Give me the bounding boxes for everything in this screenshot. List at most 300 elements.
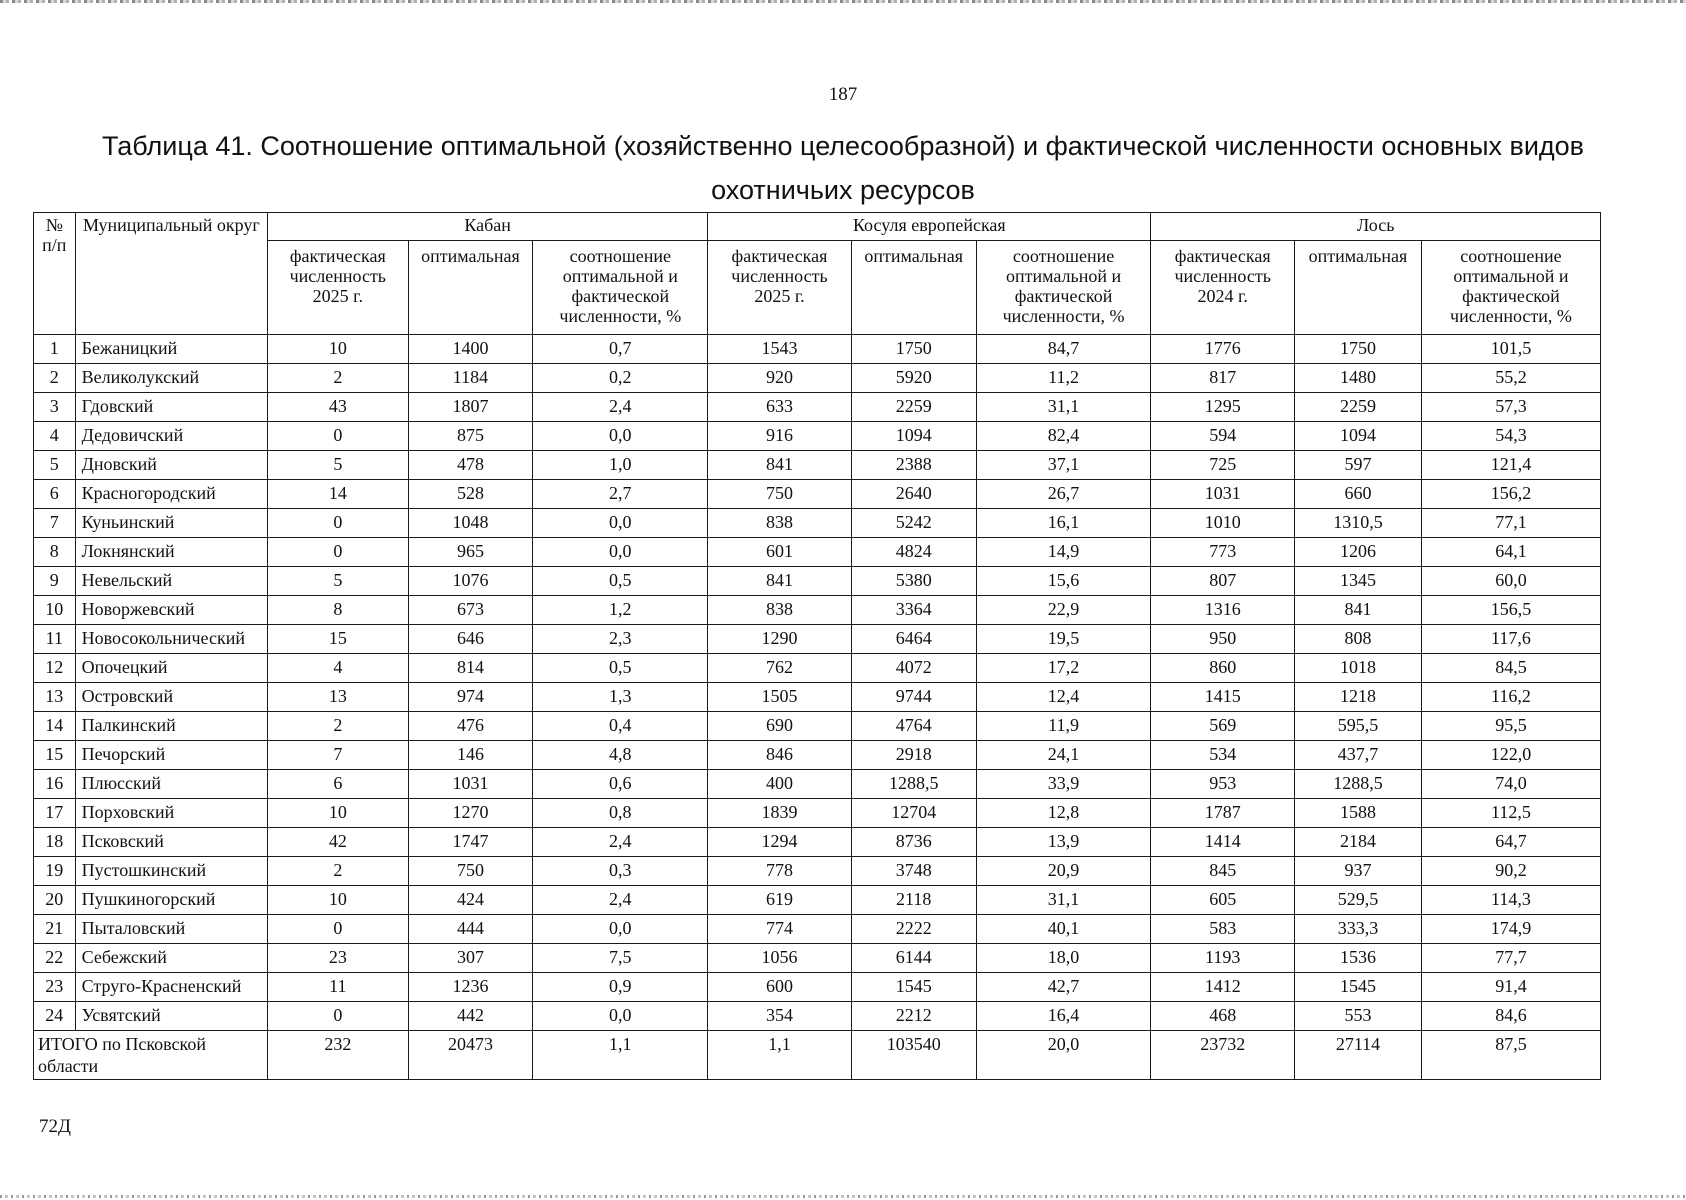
cell-roe-deer-ratio: 82,4 — [976, 422, 1151, 451]
column-header-number: № п/п — [34, 213, 76, 335]
table-row — [34, 857, 1601, 886]
total-roe-deer-actual: 1,1 — [708, 1031, 852, 1080]
cell-boar-actual: 0 — [268, 422, 408, 451]
total-boar-ratio: 1,1 — [533, 1031, 708, 1080]
cell-boar-actual: 6 — [268, 770, 408, 799]
cell-boar-ratio: 0,8 — [533, 799, 708, 828]
cell-boar-ratio: 7,5 — [533, 944, 708, 973]
cell-roe-deer-ratio: 20,9 — [976, 857, 1151, 886]
cell-elk-ratio: 116,2 — [1421, 683, 1600, 712]
cell-number: 23 — [34, 973, 76, 1002]
cell-elk-ratio: 57,3 — [1421, 393, 1600, 422]
cell-elk-ratio: 121,4 — [1421, 451, 1600, 480]
cell-name: Новоржевский — [75, 596, 267, 625]
cell-elk-ratio: 64,1 — [1421, 538, 1600, 567]
cell-boar-optimal: 424 — [408, 886, 533, 915]
cell-boar-ratio: 2,4 — [533, 886, 708, 915]
cell-boar-ratio: 0,5 — [533, 567, 708, 596]
cell-boar-ratio: 0,7 — [533, 335, 708, 364]
cell-elk-optimal: 1536 — [1295, 944, 1422, 973]
cell-roe-deer-actual: 750 — [708, 480, 852, 509]
cell-name: Себежский — [75, 944, 267, 973]
cell-roe-deer-ratio: 31,1 — [976, 393, 1151, 422]
cell-number: 12 — [34, 654, 76, 683]
cell-boar-optimal: 875 — [408, 422, 533, 451]
cell-boar-actual: 13 — [268, 683, 408, 712]
cell-roe-deer-actual: 354 — [708, 1002, 852, 1031]
cell-roe-deer-actual: 1839 — [708, 799, 852, 828]
cell-roe-deer-ratio: 12,4 — [976, 683, 1151, 712]
cell-roe-deer-actual: 841 — [708, 567, 852, 596]
table-row — [34, 335, 1601, 364]
cell-roe-deer-optimal: 2918 — [851, 741, 976, 770]
cell-elk-actual: 953 — [1151, 770, 1295, 799]
cell-boar-optimal: 814 — [408, 654, 533, 683]
cell-roe-deer-actual: 838 — [708, 596, 852, 625]
cell-elk-actual: 860 — [1151, 654, 1295, 683]
cell-boar-ratio: 4,8 — [533, 741, 708, 770]
cell-roe-deer-actual: 920 — [708, 364, 852, 393]
cell-elk-ratio: 114,3 — [1421, 886, 1600, 915]
table-header-sub-row — [34, 241, 1601, 335]
cell-boar-actual: 4 — [268, 654, 408, 683]
cell-roe-deer-optimal: 2118 — [851, 886, 976, 915]
cell-roe-deer-ratio: 12,8 — [976, 799, 1151, 828]
cell-boar-ratio: 0,0 — [533, 538, 708, 567]
group-header-boar: Кабан — [268, 213, 708, 241]
cell-boar-optimal: 974 — [408, 683, 533, 712]
cell-roe-deer-optimal: 3364 — [851, 596, 976, 625]
cell-elk-ratio: 101,5 — [1421, 335, 1600, 364]
cell-roe-deer-ratio: 17,2 — [976, 654, 1151, 683]
cell-boar-actual: 43 — [268, 393, 408, 422]
cell-name: Усвятский — [75, 1002, 267, 1031]
table-row — [34, 683, 1601, 712]
cell-boar-ratio: 2,7 — [533, 480, 708, 509]
cell-elk-ratio: 64,7 — [1421, 828, 1600, 857]
table-row — [34, 422, 1601, 451]
cell-roe-deer-actual: 619 — [708, 886, 852, 915]
cell-boar-ratio: 0,5 — [533, 654, 708, 683]
hunting-resources-table — [33, 212, 1601, 1080]
cell-elk-optimal: 1288,5 — [1295, 770, 1422, 799]
cell-name: Пустошкинский — [75, 857, 267, 886]
cell-boar-optimal: 307 — [408, 944, 533, 973]
cell-elk-ratio: 112,5 — [1421, 799, 1600, 828]
total-elk-actual: 23732 — [1151, 1031, 1295, 1080]
cell-elk-optimal: 660 — [1295, 480, 1422, 509]
cell-roe-deer-optimal: 2259 — [851, 393, 976, 422]
cell-roe-deer-optimal: 3748 — [851, 857, 976, 886]
cell-number: 20 — [34, 886, 76, 915]
cell-roe-deer-ratio: 11,2 — [976, 364, 1151, 393]
footer-code: 72Д — [39, 1116, 71, 1137]
cell-number: 13 — [34, 683, 76, 712]
cell-elk-actual: 1414 — [1151, 828, 1295, 857]
cell-boar-ratio: 2,3 — [533, 625, 708, 654]
column-header-boar-ratio: соотношение оптимальной и фактической численности, % — [533, 241, 708, 335]
cell-roe-deer-ratio: 15,6 — [976, 567, 1151, 596]
cell-elk-optimal: 1588 — [1295, 799, 1422, 828]
cell-roe-deer-actual: 1290 — [708, 625, 852, 654]
table-body — [34, 335, 1601, 1080]
cell-roe-deer-ratio: 13,9 — [976, 828, 1151, 857]
column-header-boar-optimal: оптимальная — [408, 241, 533, 335]
table-caption-line-1: Таблица 41. Соотношение оптимальной (хозяйственно целесообразной) и фактической численности основных видов — [101, 131, 1585, 161]
cell-elk-actual: 817 — [1151, 364, 1295, 393]
table-row — [34, 451, 1601, 480]
cell-boar-ratio: 0,9 — [533, 973, 708, 1002]
cell-elk-ratio: 84,5 — [1421, 654, 1600, 683]
cell-boar-ratio: 2,4 — [533, 393, 708, 422]
cell-number: 19 — [34, 857, 76, 886]
total-roe-deer-ratio: 20,0 — [976, 1031, 1151, 1080]
cell-elk-optimal: 1750 — [1295, 335, 1422, 364]
cell-name: Пушкиногорский — [75, 886, 267, 915]
cell-number: 24 — [34, 1002, 76, 1031]
table-row — [34, 596, 1601, 625]
cell-elk-actual: 845 — [1151, 857, 1295, 886]
cell-boar-actual: 0 — [268, 509, 408, 538]
column-header-district: Муниципальный округ — [75, 213, 267, 335]
cell-boar-actual: 0 — [268, 1002, 408, 1031]
cell-elk-actual: 950 — [1151, 625, 1295, 654]
cell-name: Новосокольнический — [75, 625, 267, 654]
cell-elk-optimal: 1018 — [1295, 654, 1422, 683]
cell-roe-deer-ratio: 16,1 — [976, 509, 1151, 538]
cell-roe-deer-actual: 600 — [708, 973, 852, 1002]
total-boar-actual: 232 — [268, 1031, 408, 1080]
table-row — [34, 509, 1601, 538]
cell-roe-deer-ratio: 40,1 — [976, 915, 1151, 944]
cell-boar-optimal: 476 — [408, 712, 533, 741]
cell-roe-deer-actual: 1505 — [708, 683, 852, 712]
cell-number: 18 — [34, 828, 76, 857]
cell-roe-deer-actual: 690 — [708, 712, 852, 741]
table-row — [34, 538, 1601, 567]
cell-number: 6 — [34, 480, 76, 509]
cell-roe-deer-optimal: 9744 — [851, 683, 976, 712]
table-row — [34, 944, 1601, 973]
cell-name: Локнянский — [75, 538, 267, 567]
cell-boar-optimal: 1184 — [408, 364, 533, 393]
cell-boar-ratio: 0,2 — [533, 364, 708, 393]
cell-elk-ratio: 84,6 — [1421, 1002, 1600, 1031]
cell-name: Плюсский — [75, 770, 267, 799]
cell-name: Псковский — [75, 828, 267, 857]
cell-boar-actual: 0 — [268, 915, 408, 944]
cell-name: Невельский — [75, 567, 267, 596]
table-row — [34, 770, 1601, 799]
cell-roe-deer-optimal: 1750 — [851, 335, 976, 364]
cell-elk-optimal: 1345 — [1295, 567, 1422, 596]
cell-roe-deer-optimal: 4824 — [851, 538, 976, 567]
cell-boar-optimal: 1236 — [408, 973, 533, 1002]
cell-boar-actual: 10 — [268, 799, 408, 828]
cell-roe-deer-optimal: 5380 — [851, 567, 976, 596]
cell-boar-optimal: 965 — [408, 538, 533, 567]
cell-name: Бежаницкий — [75, 335, 267, 364]
group-header-elk: Лось — [1151, 213, 1601, 241]
cell-elk-optimal: 1094 — [1295, 422, 1422, 451]
cell-elk-ratio: 174,9 — [1421, 915, 1600, 944]
cell-number: 7 — [34, 509, 76, 538]
cell-elk-actual: 1010 — [1151, 509, 1295, 538]
cell-elk-optimal: 841 — [1295, 596, 1422, 625]
cell-roe-deer-optimal: 2212 — [851, 1002, 976, 1031]
table-total-row — [34, 1031, 1601, 1080]
cell-roe-deer-actual: 841 — [708, 451, 852, 480]
column-header-elk-actual: фактическая численность 2024 г. — [1151, 241, 1295, 335]
table-row — [34, 393, 1601, 422]
cell-roe-deer-actual: 400 — [708, 770, 852, 799]
cell-boar-optimal: 1747 — [408, 828, 533, 857]
cell-elk-actual: 1787 — [1151, 799, 1295, 828]
cell-boar-ratio: 0,0 — [533, 1002, 708, 1031]
cell-elk-ratio: 55,2 — [1421, 364, 1600, 393]
cell-elk-optimal: 333,3 — [1295, 915, 1422, 944]
cell-roe-deer-optimal: 6144 — [851, 944, 976, 973]
scan-edge-top — [0, 0, 1686, 3]
cell-elk-ratio: 90,2 — [1421, 857, 1600, 886]
cell-boar-optimal: 750 — [408, 857, 533, 886]
cell-roe-deer-optimal: 6464 — [851, 625, 976, 654]
cell-elk-actual: 569 — [1151, 712, 1295, 741]
cell-elk-actual: 594 — [1151, 422, 1295, 451]
cell-elk-optimal: 1218 — [1295, 683, 1422, 712]
cell-roe-deer-ratio: 26,7 — [976, 480, 1151, 509]
table-caption — [20, 124, 1666, 212]
table-row — [34, 1002, 1601, 1031]
cell-boar-actual: 11 — [268, 973, 408, 1002]
cell-elk-actual: 773 — [1151, 538, 1295, 567]
cell-name: Пыталовский — [75, 915, 267, 944]
column-header-boar-actual: фактическая численность 2025 г. — [268, 241, 408, 335]
cell-boar-actual: 5 — [268, 567, 408, 596]
cell-boar-ratio: 1,0 — [533, 451, 708, 480]
cell-boar-optimal: 673 — [408, 596, 533, 625]
cell-elk-optimal: 595,5 — [1295, 712, 1422, 741]
cell-elk-actual: 605 — [1151, 886, 1295, 915]
total-boar-optimal: 20473 — [408, 1031, 533, 1080]
cell-roe-deer-actual: 838 — [708, 509, 852, 538]
cell-elk-ratio: 156,2 — [1421, 480, 1600, 509]
cell-roe-deer-optimal: 1094 — [851, 422, 976, 451]
cell-number: 1 — [34, 335, 76, 364]
cell-boar-ratio: 0,0 — [533, 509, 708, 538]
cell-elk-optimal: 597 — [1295, 451, 1422, 480]
cell-roe-deer-ratio: 19,5 — [976, 625, 1151, 654]
cell-roe-deer-optimal: 5242 — [851, 509, 976, 538]
cell-boar-actual: 10 — [268, 335, 408, 364]
cell-elk-ratio: 77,1 — [1421, 509, 1600, 538]
cell-boar-optimal: 146 — [408, 741, 533, 770]
cell-roe-deer-ratio: 11,9 — [976, 712, 1151, 741]
cell-boar-actual: 8 — [268, 596, 408, 625]
cell-roe-deer-ratio: 16,4 — [976, 1002, 1151, 1031]
cell-boar-optimal: 1076 — [408, 567, 533, 596]
cell-roe-deer-actual: 1543 — [708, 335, 852, 364]
cell-boar-actual: 10 — [268, 886, 408, 915]
cell-roe-deer-actual: 1294 — [708, 828, 852, 857]
total-elk-ratio: 87,5 — [1421, 1031, 1600, 1080]
cell-elk-actual: 534 — [1151, 741, 1295, 770]
cell-roe-deer-actual: 774 — [708, 915, 852, 944]
cell-boar-optimal: 444 — [408, 915, 533, 944]
cell-boar-ratio: 1,3 — [533, 683, 708, 712]
cell-roe-deer-actual: 762 — [708, 654, 852, 683]
cell-elk-actual: 583 — [1151, 915, 1295, 944]
cell-name: Гдовский — [75, 393, 267, 422]
cell-boar-actual: 0 — [268, 538, 408, 567]
cell-elk-actual: 1415 — [1151, 683, 1295, 712]
cell-elk-optimal: 1310,5 — [1295, 509, 1422, 538]
cell-number: 3 — [34, 393, 76, 422]
cell-roe-deer-optimal: 2388 — [851, 451, 976, 480]
cell-elk-actual: 468 — [1151, 1002, 1295, 1031]
cell-boar-ratio: 0,3 — [533, 857, 708, 886]
cell-boar-actual: 5 — [268, 451, 408, 480]
total-label: ИТОГО по Псковской области — [34, 1031, 268, 1080]
cell-roe-deer-ratio: 18,0 — [976, 944, 1151, 973]
cell-name: Опочецкий — [75, 654, 267, 683]
cell-elk-ratio: 74,0 — [1421, 770, 1600, 799]
cell-elk-optimal: 1206 — [1295, 538, 1422, 567]
cell-roe-deer-ratio: 84,7 — [976, 335, 1151, 364]
cell-boar-actual: 2 — [268, 712, 408, 741]
table-row — [34, 364, 1601, 393]
column-header-roe-deer-optimal: оптимальная — [851, 241, 976, 335]
cell-elk-actual: 1031 — [1151, 480, 1295, 509]
cell-roe-deer-optimal: 8736 — [851, 828, 976, 857]
column-header-roe-deer-actual: фактическая численность 2025 г. — [708, 241, 852, 335]
cell-elk-actual: 1776 — [1151, 335, 1295, 364]
cell-name: Струго-Красненский — [75, 973, 267, 1002]
table-header-group-row — [34, 213, 1601, 241]
cell-boar-actual: 2 — [268, 364, 408, 393]
total-elk-optimal: 27114 — [1295, 1031, 1422, 1080]
column-header-elk-ratio: соотношение оптимальной и фактической численности, % — [1421, 241, 1600, 335]
table-row — [34, 886, 1601, 915]
cell-name: Печорский — [75, 741, 267, 770]
total-roe-deer-optimal: 103540 — [851, 1031, 976, 1080]
cell-boar-actual: 7 — [268, 741, 408, 770]
cell-name: Куньинский — [75, 509, 267, 538]
cell-boar-actual: 42 — [268, 828, 408, 857]
table-row — [34, 712, 1601, 741]
cell-elk-ratio: 117,6 — [1421, 625, 1600, 654]
cell-elk-optimal: 529,5 — [1295, 886, 1422, 915]
cell-number: 14 — [34, 712, 76, 741]
cell-boar-optimal: 1048 — [408, 509, 533, 538]
table-row — [34, 741, 1601, 770]
cell-roe-deer-optimal: 4764 — [851, 712, 976, 741]
page-number: 187 — [828, 84, 858, 105]
cell-roe-deer-ratio: 31,1 — [976, 886, 1151, 915]
cell-elk-optimal: 437,7 — [1295, 741, 1422, 770]
cell-number: 16 — [34, 770, 76, 799]
cell-boar-ratio: 0,0 — [533, 915, 708, 944]
cell-boar-actual: 2 — [268, 857, 408, 886]
cell-elk-optimal: 1545 — [1295, 973, 1422, 1002]
cell-boar-optimal: 1807 — [408, 393, 533, 422]
cell-boar-actual: 14 — [268, 480, 408, 509]
table-caption-line-2: охотничьих ресурсов — [711, 175, 975, 205]
cell-number: 17 — [34, 799, 76, 828]
cell-boar-ratio: 0,6 — [533, 770, 708, 799]
cell-name: Палкинский — [75, 712, 267, 741]
cell-boar-optimal: 1270 — [408, 799, 533, 828]
cell-roe-deer-actual: 846 — [708, 741, 852, 770]
cell-name: Великолукский — [75, 364, 267, 393]
cell-boar-actual: 23 — [268, 944, 408, 973]
table-row — [34, 480, 1601, 509]
group-header-roe-deer: Косуля европейская — [708, 213, 1151, 241]
cell-elk-optimal: 1480 — [1295, 364, 1422, 393]
cell-roe-deer-ratio: 24,1 — [976, 741, 1151, 770]
cell-roe-deer-optimal: 4072 — [851, 654, 976, 683]
cell-roe-deer-optimal: 1545 — [851, 973, 976, 1002]
cell-roe-deer-actual: 601 — [708, 538, 852, 567]
cell-number: 22 — [34, 944, 76, 973]
cell-boar-optimal: 442 — [408, 1002, 533, 1031]
cell-roe-deer-optimal: 5920 — [851, 364, 976, 393]
cell-elk-ratio: 54,3 — [1421, 422, 1600, 451]
cell-roe-deer-ratio: 33,9 — [976, 770, 1151, 799]
cell-elk-ratio: 77,7 — [1421, 944, 1600, 973]
cell-boar-optimal: 1031 — [408, 770, 533, 799]
cell-elk-optimal: 2184 — [1295, 828, 1422, 857]
cell-boar-ratio: 1,2 — [533, 596, 708, 625]
cell-roe-deer-optimal: 2640 — [851, 480, 976, 509]
cell-elk-actual: 1412 — [1151, 973, 1295, 1002]
cell-name: Красногородский — [75, 480, 267, 509]
column-header-roe-deer-ratio: соотношение оптимальной и фактической численности, % — [976, 241, 1151, 335]
scan-edge-bottom — [0, 1195, 1686, 1198]
cell-number: 8 — [34, 538, 76, 567]
cell-elk-ratio: 60,0 — [1421, 567, 1600, 596]
table-row — [34, 915, 1601, 944]
cell-roe-deer-ratio: 14,9 — [976, 538, 1151, 567]
column-header-elk-optimal: оптимальная — [1295, 241, 1422, 335]
cell-boar-optimal: 528 — [408, 480, 533, 509]
table-row — [34, 973, 1601, 1002]
table-row — [34, 799, 1601, 828]
cell-roe-deer-optimal: 2222 — [851, 915, 976, 944]
cell-elk-actual: 725 — [1151, 451, 1295, 480]
cell-roe-deer-ratio: 22,9 — [976, 596, 1151, 625]
cell-number: 10 — [34, 596, 76, 625]
cell-name: Островский — [75, 683, 267, 712]
cell-boar-optimal: 646 — [408, 625, 533, 654]
cell-name: Дедовичский — [75, 422, 267, 451]
cell-roe-deer-actual: 1056 — [708, 944, 852, 973]
cell-elk-ratio: 122,0 — [1421, 741, 1600, 770]
cell-roe-deer-ratio: 37,1 — [976, 451, 1151, 480]
cell-boar-optimal: 1400 — [408, 335, 533, 364]
cell-elk-actual: 807 — [1151, 567, 1295, 596]
cell-boar-optimal: 478 — [408, 451, 533, 480]
cell-elk-ratio: 156,5 — [1421, 596, 1600, 625]
cell-elk-actual: 1316 — [1151, 596, 1295, 625]
cell-roe-deer-ratio: 42,7 — [976, 973, 1151, 1002]
table-row — [34, 828, 1601, 857]
cell-roe-deer-actual: 778 — [708, 857, 852, 886]
table-row — [34, 654, 1601, 683]
cell-name: Порховский — [75, 799, 267, 828]
cell-boar-ratio: 0,4 — [533, 712, 708, 741]
cell-elk-optimal: 937 — [1295, 857, 1422, 886]
